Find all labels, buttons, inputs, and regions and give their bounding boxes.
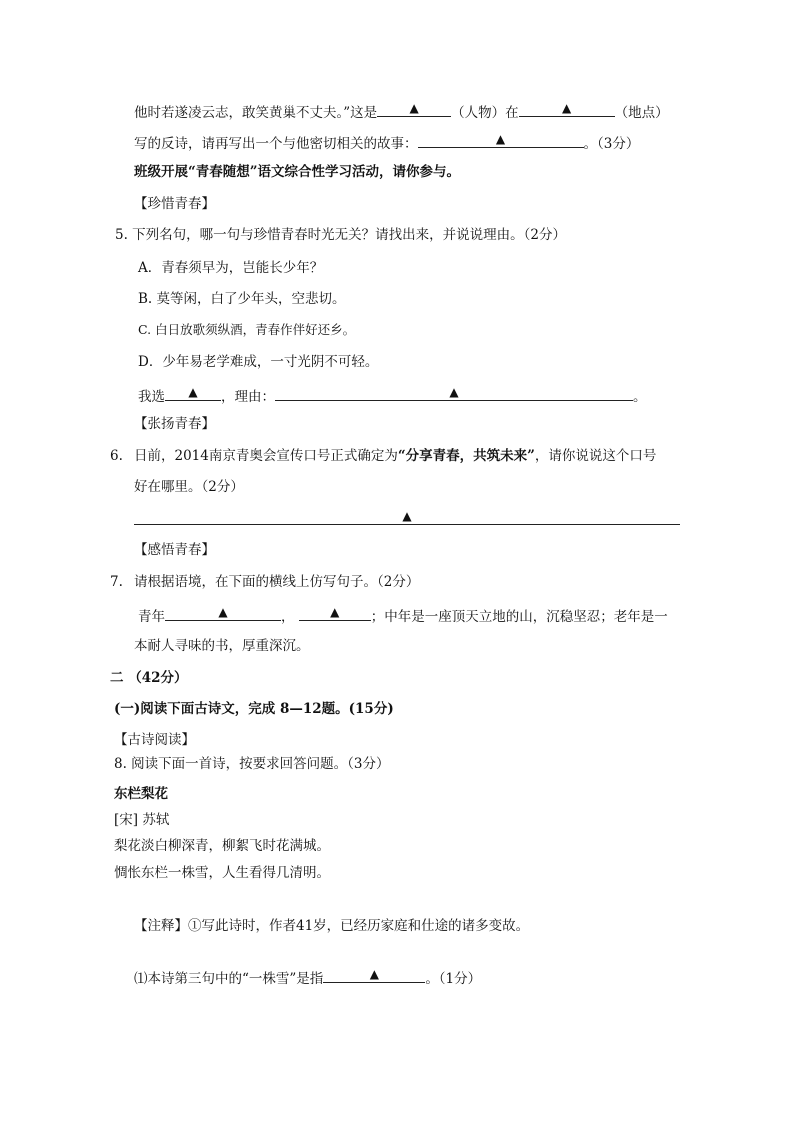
q5-stem: 5. 下列名句，哪一句与珍惜青春时光无关？请找出来，并说说理由。（2分） bbox=[115, 227, 567, 243]
q7-number: 7. bbox=[110, 574, 123, 590]
answer-blank-story[interactable] bbox=[418, 131, 584, 148]
blank-marker: ▲ bbox=[402, 509, 412, 523]
q6-stem-line2: 好在哪里。（2分） bbox=[134, 479, 244, 495]
q4-line1: 他时若遂凌云志，敢笑黄巢不丈夫。”这是 ▲ （人物）在 ▲ （地点） bbox=[134, 101, 669, 121]
blank-marker: ▲ bbox=[495, 132, 506, 146]
section-ancient-poem: 【古诗阅读】 bbox=[114, 732, 195, 748]
q5-option-d: D．少年易老学难成，一寸光阴不可轻。 bbox=[138, 354, 379, 370]
blank-marker: ▲ bbox=[409, 101, 419, 115]
section-cherish-youth: 【珍惜青春】 bbox=[134, 196, 215, 212]
q6-answer-line bbox=[134, 508, 680, 531]
answer-blank-youth-1[interactable] bbox=[165, 604, 281, 621]
blank-marker: ▲ bbox=[369, 967, 379, 981]
poem-line-2: 惆怅东栏一株雪，人生看得几清明。 bbox=[114, 865, 330, 881]
part-two-title: 二 （42分） bbox=[110, 670, 188, 686]
q4-line2: 写的反诗，请再写出一个与他密切相关的故事： ▲ 。（3分） bbox=[134, 132, 640, 152]
q8-sub1: ⑴本诗第三句中的“一株雪”是指 ▲ 。（1分） bbox=[134, 967, 482, 987]
q5-option-c: C. 白日放歌须纵酒，青春作伴好还乡。 bbox=[138, 322, 356, 337]
q8-stem: 8. 阅读下面一首诗，按要求回答问题。（3分） bbox=[114, 756, 390, 772]
q6-number: 6. bbox=[110, 448, 123, 464]
blank-marker: ▲ bbox=[218, 605, 228, 619]
q7-stem: 请根据语境，在下面的横线上仿写句子。（2分） bbox=[134, 574, 420, 590]
answer-blank-slogan[interactable] bbox=[134, 508, 680, 525]
blank-marker: ▲ bbox=[562, 101, 572, 115]
blank-marker: ▲ bbox=[330, 605, 340, 619]
poem-author: [宋] 苏轼 bbox=[114, 812, 170, 828]
answer-blank-snow[interactable] bbox=[323, 966, 425, 983]
answer-blank-youth-2[interactable] bbox=[299, 604, 371, 621]
poem-title: 东栏梨花 bbox=[114, 786, 168, 802]
poem-note: 【注释】①写此诗时，作者41岁，已经历家庭和仕途的诸多变故。 bbox=[134, 918, 530, 934]
q5-option-a: A．青春须早为，岂能长少年？ bbox=[138, 260, 324, 276]
part-two-subtitle: (一)阅读下面古诗文，完成 8—12题。(15分) bbox=[114, 701, 394, 717]
q6-stem: 日前，2014南京青奥会宣传口号正式确定为“分享青春，共筑未来”，请你说说这个口号 bbox=[134, 448, 657, 464]
q7-line2: 本耐人寻味的书，厚重深沉。 bbox=[134, 638, 310, 654]
blank-marker: ▲ bbox=[449, 385, 459, 399]
answer-blank-choice[interactable] bbox=[165, 384, 221, 401]
q5-option-b: B. 莫等闲，白了少年头，空悲切。 bbox=[138, 291, 346, 307]
answer-blank-place[interactable] bbox=[519, 100, 615, 117]
poem-line-1: 梨花淡白柳深青，柳絮飞时花满城。 bbox=[114, 838, 330, 854]
section-promote-youth: 【张扬青春】 bbox=[134, 416, 215, 432]
section-understand-youth: 【感悟青春】 bbox=[134, 542, 215, 558]
q7-answer-line: 青年 ▲ ， ▲ ；中年是一座顶天立地的山，沉稳坚忍；老年是一 bbox=[138, 605, 668, 625]
activity-intro: 班级开展“青春随想”语文综合性学习活动，请你参与。 bbox=[134, 164, 461, 180]
q5-answer-line: 我选 ▲ ，理由： ▲ 。 bbox=[138, 385, 647, 405]
answer-blank-reason[interactable] bbox=[275, 384, 633, 401]
blank-marker: ▲ bbox=[188, 385, 198, 399]
answer-blank-person[interactable] bbox=[377, 100, 451, 117]
